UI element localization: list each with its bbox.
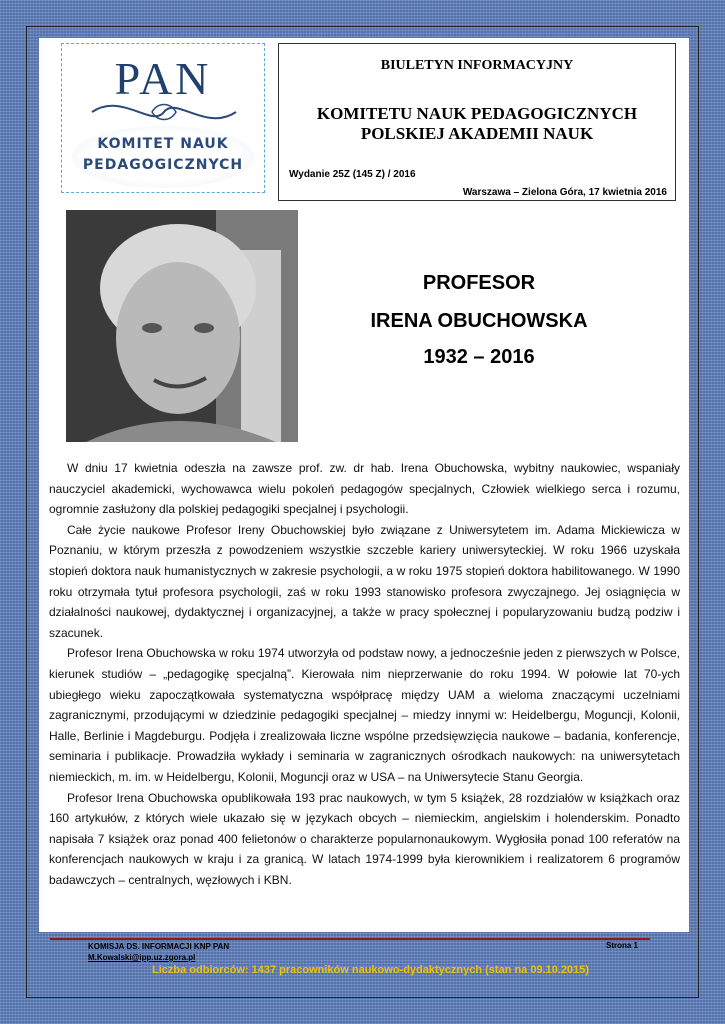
memorial-title: PROFESOR	[422, 272, 536, 294]
logo-pan-text: PAN	[114, 53, 212, 104]
portrait-image	[66, 210, 298, 442]
place-date-label: Warszawa – Zielona Góra, 17 kwietnia 2016	[462, 187, 667, 198]
logo-line1: KOMITET NAUK	[97, 136, 229, 152]
footer-email-link[interactable]: M.Kowalski@ipp.uz.zgora.pl	[88, 953, 196, 962]
footer-divider	[50, 938, 650, 940]
logo-swirl-icon	[82, 94, 246, 130]
footer-recipients: Liczba odbiorców: 1437 pracowników naukowo-dydaktycznych (stan na 09.10.2015)	[152, 964, 590, 976]
portrait-photo	[66, 210, 298, 442]
footer-page-number: Strona 1	[605, 941, 638, 950]
committee-line2: POLSKIEJ AKADEMII NAUK	[360, 124, 594, 143]
logo-line2: PEDAGOGICZNYCH	[82, 157, 244, 173]
paragraph: Profesor Irena Obuchowska w roku 1974 utworzyła od podstaw nowy, a jednocześnie jeden z pierwszych w Polsce, kierunek studiów – „pedagogikę specjalną”. Kierowała nim nieprzerwanie do roku 1994. W połowie lat 70-ych ubiegłego wieku zapoczątkowała systematyczna współpracę między UAM a wieloma znaczącymi uczelniami zagranicznymi, przodującymi w dziedzinie pedagogiki specjalnej – miedzy innymi w: Heidelbergu, Moguncji, Kolonii, Halle, Berlinie i Magdeburgu. Podjęła i zrealizowała liczne wspólne przedsięwzięcia naukowe – badania, konferencje, seminaria i publikacje. Prowadziła wykłady i seminaria w zagranicznych ośrodkach naukowych: na uniwersytetach niemieckich, m. im. w Heidelbergu, Kolonii, Moguncji oraz w USA – na Uniwersytecie Stanu Georgia.	[49, 646, 680, 784]
memorial-name: IRENA OBUCHOWSKA	[370, 310, 588, 332]
edition-label: Wydanie 25Z (145 Z) / 2016	[289, 169, 416, 180]
committee-line1: KOMITETU NAUK PEDAGOGICZNYCH	[316, 104, 638, 123]
logo	[61, 43, 265, 193]
bulletin-page	[39, 38, 689, 932]
article-body	[49, 458, 680, 890]
paragraph: Całe życie naukowe Profesor Ireny Obuchowskiej było związane z Uniwersytetem im. Adama Mickiewicza w Poznaniu, w którym przeszła z powodzeniem wszystkie szczeble kariery uniwersyteckiej. W roku 1966 uzyskała stopień doktora nauk humanistycznych w zakresie psychologii, a w roku 1975 stopień doktora habilitowanego. W 1990 roku otrzymała tytuł profesora psychologii, zaś w roku 1993 stanowisko profesora zwyczajnego. Jej osiągnięcia w działalności naukowej, dydaktycznej i organizacyjnej, a także w pracy społecznej i popularyzowaniu budzą podziw i szacunek.	[49, 522, 680, 640]
footer-info	[88, 941, 229, 963]
footer-commission: KOMISJA DS. INFORMACJI KNP PAN	[88, 942, 230, 951]
bulletin-title: BIULETYN INFORMACYJNY	[380, 58, 574, 73]
paragraph: W dniu 17 kwietnia odeszła na zawsze prof. zw. dr hab. Irena Obuchowska, wybitny naukowiec, wspaniały nauczyciel akademicki, wychowawca wielu pokoleń pedagogów specjalnych, Człowiek wielkiego serca i rozumu, ogromnie zasłużony dla polskiej pedagogiki specjalnej i psychologii.	[49, 461, 680, 517]
paragraph: Profesor Irena Obuchowska opublikowała 193 prac naukowych, w tym 5 książek, 28 rozdziałów w książkach oraz 160 artykułów, z których wiele ukazało się w językach obcych – niemieckim, angielskim i holenderskim. Ponadto napisała 7 książek oraz ponad 400 felietonów o charakterze popularnonaukowym. Wygłosiła ponad 100 referatów na konferencjach naukowych w kraju i za granicą. W latach 1974-1999 była kierownikiem i realizatorem 6 programów badawczych – centralnych, węzłowych i KBN.	[49, 790, 680, 887]
memorial-years: 1932 – 2016	[423, 346, 535, 368]
committee-name	[279, 104, 675, 144]
title-box	[278, 43, 676, 201]
